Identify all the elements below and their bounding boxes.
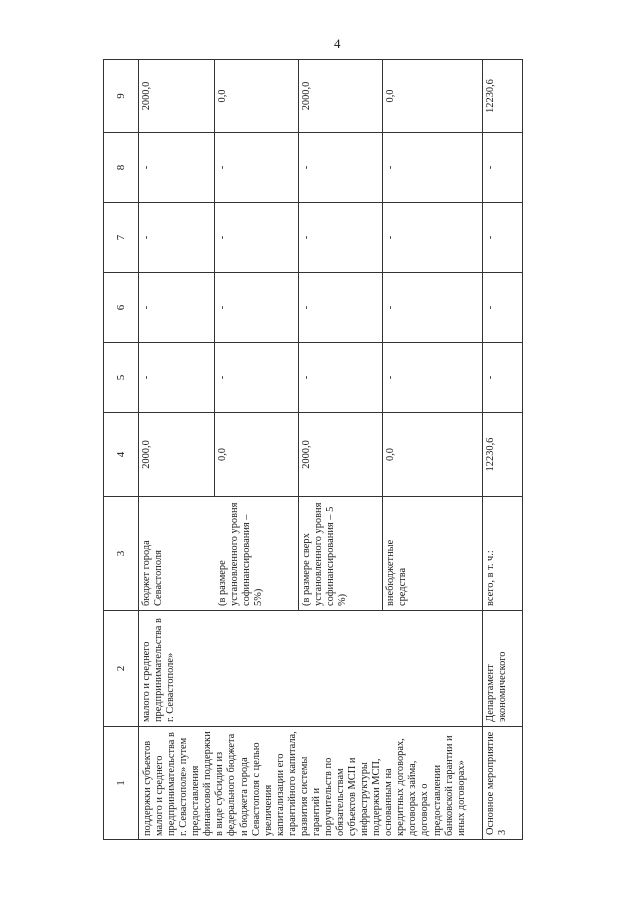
page-number: 4 — [334, 36, 341, 51]
header-cell: 2 — [104, 611, 139, 727]
value-cell: - — [383, 203, 483, 273]
header-cell: 3 — [104, 497, 139, 611]
value-cell: 0,0 — [383, 60, 483, 133]
funding-source: бюджет города Севастополя — [139, 497, 215, 611]
value-cell: 2000,0 — [139, 60, 215, 133]
value-cell: 0,0 — [383, 413, 483, 497]
funding-source: (в размере сверх установленного уровня софинансирования – 5 %) — [299, 497, 383, 611]
header-cell: 7 — [104, 203, 139, 273]
value-cell: - — [483, 343, 523, 413]
value-cell: - — [383, 343, 483, 413]
main-measure-label: Основное мероприятие 3 — [483, 727, 523, 840]
value-cell: - — [483, 273, 523, 343]
value-cell: - — [299, 203, 383, 273]
value-cell: - — [215, 133, 299, 203]
value-cell: 12230,6 — [483, 60, 523, 133]
value-cell: - — [483, 203, 523, 273]
value-cell: 2000,0 — [299, 413, 383, 497]
value-cell: 0,0 — [215, 413, 299, 497]
value-cell: - — [139, 273, 215, 343]
measure-description: поддержки субъектов малого и среднего предпринимательства в г. Севастополе» путем предоставления финансовой поддержки в виде субсидии из федерального бюджета и бюджета города Севастополя с целью увеличения капитализации его гарантийного капитала, развития системы гарантий и поручительств по обязательствам субъектов МСП и инфраструктуры поддержки МСП, основанным на кредитных договорах, договорах займа, договорах о предоставлении банковской гарантии и иных договорах» — [139, 727, 483, 840]
value-cell: - — [483, 133, 523, 203]
responsible-executor: малого и среднего предпринимательства в г. Севастополе» — [139, 611, 483, 727]
header-cell: 1 — [104, 727, 139, 840]
value-cell: - — [215, 203, 299, 273]
table-row — [483, 60, 523, 840]
value-cell: - — [215, 343, 299, 413]
value-cell: - — [215, 273, 299, 343]
funding-source: всего, в т. ч.: — [483, 497, 523, 611]
header-cell: 5 — [104, 343, 139, 413]
value-cell: - — [139, 343, 215, 413]
value-cell: - — [139, 133, 215, 203]
funding-source: (в размере установленного уровня софинансирования – 5%) — [215, 497, 299, 611]
table-row — [139, 60, 215, 840]
responsible-executor: Департамент экономического — [483, 611, 523, 727]
program-table — [103, 59, 523, 840]
header-cell: 6 — [104, 273, 139, 343]
value-cell: - — [299, 273, 383, 343]
funding-source: внебюджетные средства — [383, 497, 483, 611]
header-cell: 9 — [104, 60, 139, 133]
value-cell: - — [383, 273, 483, 343]
value-cell: - — [299, 343, 383, 413]
value-cell: 2000,0 — [299, 60, 383, 133]
header-cell: 8 — [104, 133, 139, 203]
value-cell: - — [383, 133, 483, 203]
value-cell: 12230,6 — [483, 413, 523, 497]
value-cell: - — [299, 133, 383, 203]
header-cell: 4 — [104, 413, 139, 497]
header-row — [104, 60, 139, 840]
value-cell: - — [139, 203, 215, 273]
value-cell: 2000,0 — [139, 413, 215, 497]
value-cell: 0,0 — [215, 60, 299, 133]
rotated-table-wrapper — [103, 60, 521, 840]
